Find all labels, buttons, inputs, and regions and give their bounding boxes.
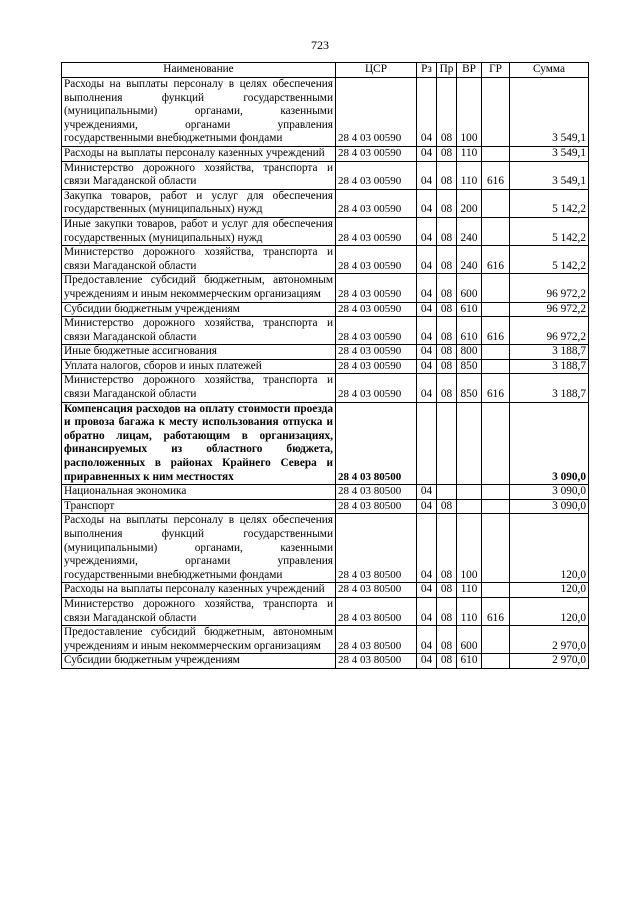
- cell-gr: 616: [482, 374, 510, 402]
- table-row: [62, 359, 589, 374]
- cell-pr: 08: [437, 274, 457, 302]
- cell-sum: 2 970,0: [510, 626, 589, 654]
- cell-gr: [482, 345, 510, 360]
- table-row: [62, 626, 589, 654]
- cell-pr: 08: [437, 359, 457, 374]
- table-row: [62, 317, 589, 345]
- cell-gr: [482, 359, 510, 374]
- table-row: [62, 597, 589, 625]
- cell-pr: 08: [437, 146, 457, 161]
- cell-pr: 08: [437, 597, 457, 625]
- cell-vr: 240: [457, 246, 482, 274]
- cell-vr: 200: [457, 189, 482, 217]
- cell-gr: [482, 499, 510, 514]
- header-name: Наименование: [62, 63, 336, 78]
- cell-name: Субсидии бюджетным учреждениям: [62, 302, 336, 317]
- cell-sum: 3 188,7: [510, 345, 589, 360]
- cell-sum: 3 549,1: [510, 146, 589, 161]
- cell-sum: 3 549,1: [510, 78, 589, 147]
- cell-sum: 3 090,0: [510, 485, 589, 500]
- cell-pr: 08: [437, 161, 457, 189]
- cell-rz: 04: [417, 485, 437, 500]
- cell-vr: 100: [457, 78, 482, 147]
- cell-csr: 28 4 03 00590: [336, 274, 417, 302]
- table-row: [62, 246, 589, 274]
- cell-csr: 28 4 03 00590: [336, 189, 417, 217]
- cell-sum: 3 549,1: [510, 161, 589, 189]
- cell-sum: 96 972,2: [510, 302, 589, 317]
- cell-name: Расходы на выплаты персоналу в целях обеспечения выполнения функций государственными (муниципальными) органами, казенными учреждениями, органами управления государственными внебюджетными фондами: [62, 78, 336, 147]
- cell-gr: 616: [482, 161, 510, 189]
- cell-vr: 110: [457, 161, 482, 189]
- cell-pr: 08: [437, 499, 457, 514]
- cell-sum: 3 090,0: [510, 499, 589, 514]
- cell-csr: 28 4 03 80500: [336, 402, 417, 485]
- table-body: [62, 78, 589, 669]
- cell-csr: 28 4 03 80500: [336, 626, 417, 654]
- cell-gr: 616: [482, 317, 510, 345]
- cell-vr: 610: [457, 302, 482, 317]
- table-row: [62, 485, 589, 500]
- cell-vr: 600: [457, 626, 482, 654]
- cell-rz: 04: [417, 654, 437, 669]
- cell-gr: [482, 217, 510, 245]
- cell-name: Иные бюджетные ассигнования: [62, 345, 336, 360]
- budget-table: [61, 62, 589, 669]
- table-row: [62, 217, 589, 245]
- cell-name: Расходы на выплаты персоналу в целях обеспечения выполнения функций государственными (муниципальными) органами, казенными учреждениями, органами управления государственными внебюджетными фондами: [62, 514, 336, 583]
- cell-sum: 2 970,0: [510, 654, 589, 669]
- cell-gr: [482, 514, 510, 583]
- cell-sum: 120,0: [510, 597, 589, 625]
- cell-vr: 610: [457, 654, 482, 669]
- cell-gr: [482, 583, 510, 598]
- header-sum: Сумма: [510, 63, 589, 78]
- cell-csr: 28 4 03 80500: [336, 654, 417, 669]
- cell-rz: 04: [417, 246, 437, 274]
- cell-name: Министерство дорожного хозяйства, транспорта и связи Магаданской области: [62, 374, 336, 402]
- cell-sum: 5 142,2: [510, 189, 589, 217]
- cell-sum: 3 090,0: [510, 402, 589, 485]
- cell-csr: 28 4 03 00590: [336, 217, 417, 245]
- cell-name: Компенсация расходов на оплату стоимости проезда и провоза багажа к месту использования отпуска и обратно лицам, работающим в организациях, финансируемых из областного бюджета, расположенных в районах Крайнего Севера и приравненных к ним местностях: [62, 402, 336, 485]
- cell-sum: 3 188,7: [510, 374, 589, 402]
- cell-vr: 800: [457, 345, 482, 360]
- table-row: [62, 302, 589, 317]
- cell-sum: 96 972,2: [510, 274, 589, 302]
- cell-name: Национальная экономика: [62, 485, 336, 500]
- cell-rz: 04: [417, 302, 437, 317]
- cell-csr: 28 4 03 00590: [336, 146, 417, 161]
- cell-vr: 850: [457, 359, 482, 374]
- cell-rz: 04: [417, 626, 437, 654]
- cell-name: Расходы на выплаты персоналу казенных учреждений: [62, 583, 336, 598]
- cell-gr: [482, 274, 510, 302]
- cell-pr: [437, 485, 457, 500]
- cell-gr: 616: [482, 597, 510, 625]
- cell-sum: 5 142,2: [510, 246, 589, 274]
- cell-rz: 04: [417, 597, 437, 625]
- cell-pr: 08: [437, 189, 457, 217]
- header-rz: Рз: [417, 63, 437, 78]
- cell-pr: 08: [437, 583, 457, 598]
- table-row: [62, 189, 589, 217]
- page-number: 723: [311, 38, 329, 52]
- cell-vr: 240: [457, 217, 482, 245]
- header-csr: ЦСР: [336, 63, 417, 78]
- cell-rz: 04: [417, 146, 437, 161]
- cell-name: Предоставление субсидий бюджетным, автономным учреждениям и иным некоммерческим организациям: [62, 626, 336, 654]
- table-row: [62, 161, 589, 189]
- cell-rz: 04: [417, 374, 437, 402]
- cell-name: Иные закупки товаров, работ и услуг для обеспечения государственных (муниципальных) нужд: [62, 217, 336, 245]
- header-gr: ГР: [482, 63, 510, 78]
- cell-gr: [482, 402, 510, 485]
- cell-pr: 08: [437, 626, 457, 654]
- cell-name: Министерство дорожного хозяйства, транспорта и связи Магаданской области: [62, 161, 336, 189]
- cell-sum: 120,0: [510, 583, 589, 598]
- cell-csr: 28 4 03 00590: [336, 359, 417, 374]
- cell-csr: 28 4 03 80500: [336, 597, 417, 625]
- table-row: [62, 514, 589, 583]
- header-vr: ВР: [457, 63, 482, 78]
- cell-csr: 28 4 03 00590: [336, 374, 417, 402]
- cell-vr: [457, 499, 482, 514]
- cell-rz: 04: [417, 217, 437, 245]
- cell-pr: 08: [437, 317, 457, 345]
- table-header-row: [62, 63, 589, 78]
- cell-pr: 08: [437, 78, 457, 147]
- cell-csr: 28 4 03 80500: [336, 514, 417, 583]
- cell-csr: 28 4 03 00590: [336, 302, 417, 317]
- cell-name: Министерство дорожного хозяйства, транспорта и связи Магаданской области: [62, 597, 336, 625]
- cell-rz: 04: [417, 514, 437, 583]
- table-row: [62, 583, 589, 598]
- cell-csr: 28 4 03 00590: [336, 161, 417, 189]
- table-row: [62, 654, 589, 669]
- cell-csr: 28 4 03 00590: [336, 78, 417, 147]
- cell-pr: 08: [437, 374, 457, 402]
- cell-name: Закупка товаров, работ и услуг для обеспечения государственных (муниципальных) нужд: [62, 189, 336, 217]
- cell-vr: 850: [457, 374, 482, 402]
- cell-csr: 28 4 03 80500: [336, 485, 417, 500]
- cell-vr: 610: [457, 317, 482, 345]
- cell-pr: 08: [437, 345, 457, 360]
- cell-csr: 28 4 03 80500: [336, 583, 417, 598]
- cell-pr: 08: [437, 654, 457, 669]
- cell-name: Расходы на выплаты персоналу казенных учреждений: [62, 146, 336, 161]
- cell-gr: [482, 78, 510, 147]
- cell-name: Транспорт: [62, 499, 336, 514]
- cell-gr: [482, 146, 510, 161]
- cell-rz: 04: [417, 583, 437, 598]
- cell-gr: [482, 485, 510, 500]
- cell-name: Субсидии бюджетным учреждениям: [62, 654, 336, 669]
- cell-rz: 04: [417, 359, 437, 374]
- cell-gr: 616: [482, 246, 510, 274]
- cell-pr: 08: [437, 246, 457, 274]
- cell-vr: [457, 485, 482, 500]
- cell-name: Предоставление субсидий бюджетным, автономным учреждениям и иным некоммерческим организациям: [62, 274, 336, 302]
- cell-sum: 96 972,2: [510, 317, 589, 345]
- cell-gr: [482, 189, 510, 217]
- cell-vr: 110: [457, 583, 482, 598]
- cell-sum: 120,0: [510, 514, 589, 583]
- cell-rz: 04: [417, 161, 437, 189]
- header-pr: Пр: [437, 63, 457, 78]
- cell-pr: [437, 402, 457, 485]
- table-row: [62, 402, 589, 485]
- cell-rz: 04: [417, 345, 437, 360]
- cell-csr: 28 4 03 00590: [336, 317, 417, 345]
- table-row: [62, 499, 589, 514]
- table-row: [62, 374, 589, 402]
- cell-sum: 5 142,2: [510, 217, 589, 245]
- cell-name: Уплата налогов, сборов и иных платежей: [62, 359, 336, 374]
- cell-csr: 28 4 03 00590: [336, 246, 417, 274]
- cell-gr: [482, 626, 510, 654]
- cell-sum: 3 188,7: [510, 359, 589, 374]
- cell-pr: 08: [437, 217, 457, 245]
- cell-name: Министерство дорожного хозяйства, транспорта и связи Магаданской области: [62, 246, 336, 274]
- cell-rz: 04: [417, 274, 437, 302]
- cell-pr: 08: [437, 302, 457, 317]
- cell-vr: 110: [457, 597, 482, 625]
- cell-rz: 04: [417, 78, 437, 147]
- cell-vr: 110: [457, 146, 482, 161]
- cell-pr: 08: [437, 514, 457, 583]
- cell-gr: [482, 654, 510, 669]
- table-row: [62, 345, 589, 360]
- cell-gr: [482, 302, 510, 317]
- cell-rz: 04: [417, 189, 437, 217]
- cell-vr: 600: [457, 274, 482, 302]
- cell-csr: 28 4 03 00590: [336, 345, 417, 360]
- cell-csr: 28 4 03 80500: [336, 499, 417, 514]
- cell-rz: 04: [417, 317, 437, 345]
- cell-vr: [457, 402, 482, 485]
- table-row: [62, 274, 589, 302]
- table-row: [62, 146, 589, 161]
- cell-rz: [417, 402, 437, 485]
- cell-vr: 100: [457, 514, 482, 583]
- cell-rz: 04: [417, 499, 437, 514]
- table-row: [62, 78, 589, 147]
- cell-name: Министерство дорожного хозяйства, транспорта и связи Магаданской области: [62, 317, 336, 345]
